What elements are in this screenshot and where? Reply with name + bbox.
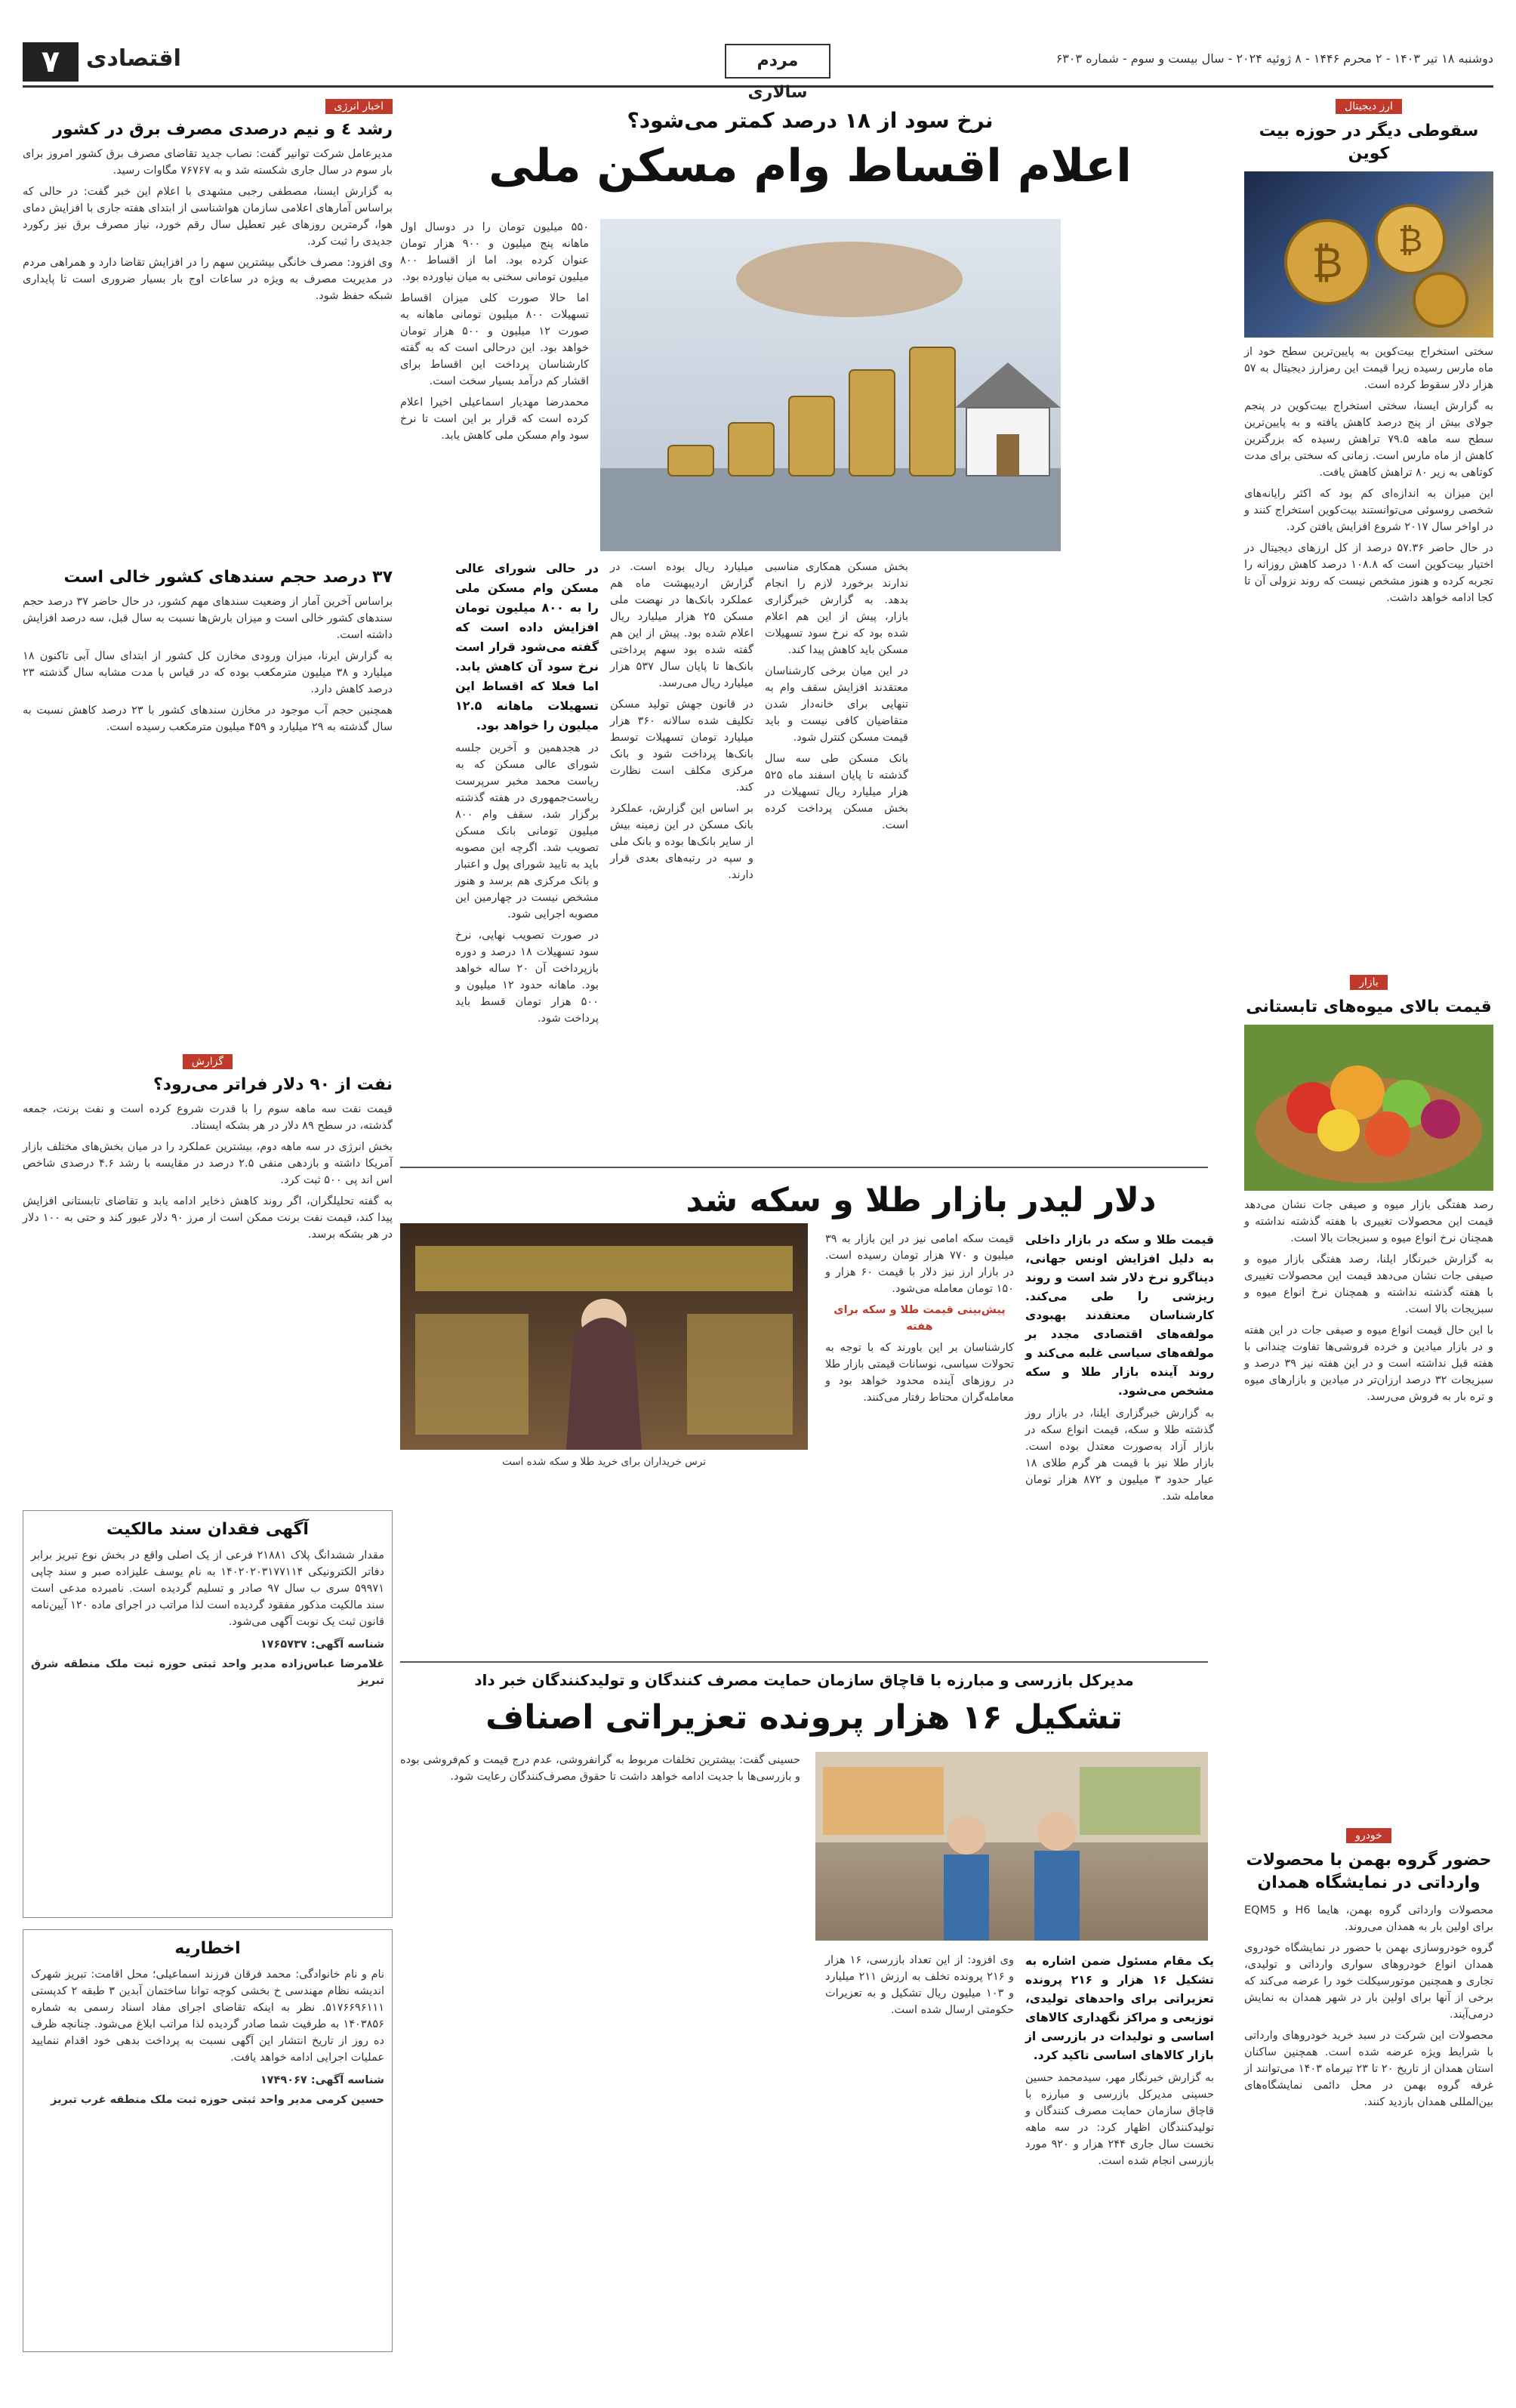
bitcoin-image [1244, 171, 1493, 338]
electricity-title: رشد ٤ و نیم درصدی مصرف برق در کشور [53, 120, 393, 139]
auto-tag: خودرو [1346, 1828, 1391, 1843]
dateline: دوشنبه ۱۸ تیر ۱۴۰۳ - ۲ محرم ۱۴۴۶ - ۸ ژوئیه ۲۰۲۴ - سال بیست و سوم - شماره ۶۳۰۳ [1055, 51, 1493, 66]
fruit-article [1244, 974, 1493, 1410]
housing-col3-p1: بخش مسکن همکاری مناسبی ندارند برخورد لازم را انجام بدهد. به گزارش خبرگزاری بازار، پیش از این هم اعلام شده بود که نرخ سود تسهیلات مسکن باید کاهش پیدا کند. [765, 561, 908, 656]
electricity-p1: مدیرعامل شرکت توانیر گفت: نصاب جدید تقاضای مصرف برق کشور امروز برای بار سوم در سال جاری شکسته شد و به ۷۶۷۶۷ مگاوات رسید. [23, 148, 393, 177]
crypto-body [1244, 344, 1493, 606]
bitcoin-coins-icon [1244, 171, 1493, 338]
oil-article [23, 1053, 393, 1247]
deed-notice-body: مقدار ششدانگ پلاک ۲۱۸۸۱ فرعی از یک اصلی واقع در بخش نوع تبریز برابر دفاتر الکترونیکی ۱۴۰۲۰۲۰۳۱۷۷۱۱۴ به نام یوسف علیزاده صبر و سند چاپی ۵۹۹۷۱ سری ب سال ۹۷ صادر و تسلیم گردیده است. نامبرده مدعی است سند مالکیت مذکور مفقود گردیده است لذا مراتب در اجرای ماده ۱۲۰ آیین‌نامه قانون ثبت یک نوبت آگهی می‌شود. [31, 1549, 384, 1628]
deed-notice-code: شناسه آگهی: ۱۷۶۵۷۳۷ [260, 1639, 384, 1651]
deed-notice-title: آگهی فقدان سند مالکیت [106, 1520, 309, 1539]
housing-column-4 [400, 219, 589, 449]
oil-p2: بخش انرژی در سه ماهه دوم، بیشترین عملکرد را در میان بخش‌های مختلف بازار آمریکا داشته و بازدهی منفی ۲.۵ درصد در مقایسه با رشد ۴.۶ درصدی شاخص اس اند پی ۵۰۰ ثبت کرد. [23, 1141, 393, 1186]
gold-p3: کارشناسان بر این باورند که با توجه به تحولات سیاسی، نوسانات قیمتی بازار طلا در روزهای آینده محدود خواهد بود و معامله‌گران محتاط رفتار می‌کنند. [825, 1342, 1014, 1404]
dams-p2: به گزارش ایرنا، میزان ورودی مخازن کل کشور از ابتدای سال آبی تاکنون ۱۸ میلیارد و ۳۸ میلیون مترمکعب بوده که در قیاس با مدت مشابه سال گذشته ۲۳ درصد کاهش دارد. [23, 650, 393, 695]
gold-title: دلار لیدر بازار طلا و سکه شد [686, 1181, 1157, 1219]
fruit-p1: رصد هفتگی بازار میوه و صیفی جات نشان می‌دهد قیمت این محصولات تغییری با هفته گذشته نداشته و همچنان نرخ انواع میوه و سبزیجات بالا است. [1244, 1199, 1493, 1244]
svg-text:₿: ₿ [1397, 221, 1423, 260]
housing-col2-p3: بر اساس این گزارش، عملکرد بانک مسکن در این زمینه بیش از سایر بانک‌ها بوده و بانک ملی و سپه در رتبه‌های بعدی قرار دارند. [610, 803, 753, 881]
inspectors-shop-icon [815, 1752, 1208, 1941]
housing-col3-p3: بانک مسکن طی سه سال گذشته تا پایان اسفند ماه ۵۲۵ هزار میلیارد ریال تسهیلات در بخش مسکن پرداخت کرده است. [765, 753, 908, 831]
gold-lead-column [1025, 1231, 1214, 1509]
dams-title: ۳۷ درصد حجم سندهای کشور خالی است [63, 568, 393, 587]
dams-p1: براساس آخرین آمار از وضعیت سندهای مهم کشور، در حال حاضر ۳۷ درصد حجم سندهای کشور خالی است و میزان بارش‌ها نسبت به سال قبل، سه درصد افزایش داشته است. [23, 596, 393, 641]
auto-p3: محصولات این شرکت در سبد خرید خودروهای وارداتی با شرایط ویژه عرضه شده است. همچنین ساکنان استان همدان از تاریخ ۲۰ تا ۲۳ تیرماه ۱۴۰۳ می‌توانند از غرفه گروه بهمن در محل دائمی نمایشگاه‌های بین‌المللی همدان بازدید کنند. [1244, 2030, 1493, 2108]
fruit-title: قیمت بالای میوه‌های تابستانی [1246, 997, 1492, 1016]
housing-article [406, 106, 1214, 196]
divider-inspection [400, 1661, 1208, 1663]
gold-subhead: پیش‌بینی قیمت طلا و سکه برای هفته [833, 1304, 1006, 1333]
housing-col3-p2: در این میان برخی کارشناسان معتقدند افزایش سقف وام به تنهایی برای خانه‌دار شدن متقاضیان کافی نیست و باید قیمت مسکن کنترل شود. [765, 665, 908, 744]
auto-p1: محصولات وارداتی گروه بهمن، هایما H6 و EQM5 برای اولین بار به همدان می‌روند. [1244, 1904, 1493, 1933]
inspection-p3: حسینی گفت: بیشترین تخلفات مربوط به گرانفروشی، عدم درج قیمت و کم‌فروشی بوده و بازرسی‌ها با جدیت ادامه خواهد داشت تا حقوق مصرف‌کنندگان رعایت شود. [400, 1754, 800, 1783]
deed-notice-signature: غلامرضا عباس‌زاده مدیر واحد ثبتی حوزه ثبت ملک منطقه شرق تبریز [31, 1658, 384, 1687]
auto-p2: گروه خودروسازی بهمن با حضور در نمایشگاه خودروی همدان انواع خودروهای سواری وارداتی و تولیدی، تجاری و همچنین موتورسیکلت خود را عرضه می‌کند که برخی از آنها برای اولین بار در شهر همدان به نمایش درمی‌آیند. [1244, 1942, 1493, 2021]
housing-column-2 [610, 559, 753, 888]
oil-title: نفت از ۹۰ دلار فراتر می‌رود؟ [153, 1075, 393, 1094]
dams-article [23, 566, 393, 740]
housing-col4-p3: محمدرضا مهدیار اسماعیلی اخیرا اعلام کرده است که قرار بر این است تا نرخ سود وام مسکن ملی کاهش یابد. [400, 396, 589, 442]
housing-image [600, 219, 1061, 551]
inspection-p2: وی افزود: از این تعداد بازرسی، ۱۶ هزار و ۲۱۶ پرونده تخلف به ارزش ۲۱۱ میلیارد و ۱۰۳ میلیون ریال تشکیل و به تعزیرات حکومتی ارسال شده است. [825, 1954, 1014, 2016]
inspection-column-2 [825, 1952, 1014, 2023]
summons-notice-body: نام و نام خانوادگی: محمد فرقان فرزند اسماعیلی؛ محل اقامت: تبریز شهرک اندیشه نظام مهندسی خ بخشی کوچه توانا ساختمان آبدین ۳ طبقه ۲ کدپستی ۵۱۷۶۶۹۶۱۱۱. نظر به اینکه تقاضای اجرای مفاد اسناد رسمی به شماره ۱۴۰۳۸۵۶ به طرفیت شما صادر گردیده لذا مراتب ابلاغ می‌شود. چنانچه ظرف ده روز از تاریخ انتشار این آگهی نسبت به پرداخت بدهی خود اقدام ننمایید عملیات اجرایی ادامه خواهد یافت. [31, 1969, 385, 2064]
divider-gold [400, 1167, 1208, 1168]
crypto-p2: به گزارش ایسنا، سختی استخراج بیت‌کوین در پنجم جولای بیش از پنج درصد کاهش یافته و به پایین‌ترین سطح سه ماهه ۷۹.۵ تراهش رسیده که بزرگترین کاهش از ماه مارس است. زمانی که سختی برای مدت کوتاهی به زیر ۸۰ تراهش کاهش یافت. [1244, 400, 1493, 479]
gold-column-2 [825, 1231, 1014, 1411]
inspection-lead: یک مقام مسئول ضمن اشاره به تشکیل ۱۶ هزار و ۲۱۶ پرونده تعزیراتی برای واحدهای تولیدی، توزیعی و مراکز نگهداری کالاهای اساسی و تولیدات در بازرسی از بازار کالاهای اساسی تاکید کرد. [1025, 1954, 1214, 2062]
housing-lead-column [455, 559, 599, 1031]
gold-shop-woman-icon [400, 1223, 808, 1450]
housing-col4-p2: اما حالا صورت کلی میزان اقساط تسهیلات ۸۰۰ میلیون تومانی ماهانه به صورت ۱۲ میلیون و ۵۰۰ هزار تومان خواهد بود. این درحالی است که به گفته کارشناسان پرداخت این اقساط برای اقشار کم درآمد بسیار سخت است. [400, 292, 589, 387]
gold-p1: به گزارش خبرگزاری ایلنا، در بازار روز گذشته طلا و سکه، قیمت انواع سکه در بازار آزاد به‌صورت معتدل بوده است. بازار طلا نیز با قیمت هر گرم طلای ۱۸ عیار حدود ۳ میلیون و ۸۷۲ هزار تومان معامله شد. [1025, 1407, 1214, 1503]
auto-title: حضور گروه بهمن با محصولات وارداتی در نمایشگاه همدان [1246, 1851, 1492, 1892]
oil-tag: گزارش [183, 1054, 233, 1069]
fruit-tag: بازار [1350, 975, 1388, 990]
oil-p1: قیمت نفت سه ماهه سوم را با قدرت شروع کرده است و نفت برنت، جمعه گذشته، در سطح ۸۹ دلار در هر بشکه ایستاد. [23, 1103, 393, 1132]
auto-article [1244, 1827, 1493, 2115]
inspection-p1: به گزارش خبرنگار مهر، سیدمحمد حسین حسینی مدیرکل بازرسی و مبارزه با قاچاق سازمان حمایت مصرف کنندگان و تولیدکنندگان اظهار کرد: در سه ماهه نخست سال جاری ۲۴۴ هزار و ۹۲۰ مورد بازرسی انجام شده است. [1025, 2072, 1215, 2167]
housing-kicker: نرخ سود از ۱۸ درصد کمتر می‌شود؟ [627, 108, 994, 133]
inspection-title: تشکیل ۱۶ هزار پرونده تعزیراتی اصناف [485, 1698, 1123, 1737]
auto-body [1244, 1902, 1493, 2110]
inspection-lead-column [1025, 1952, 1214, 2174]
crypto-tag: ارز دیجیتال [1336, 99, 1402, 114]
housing-col4-p1: ۵۵۰ میلیون تومان را در دوسال اول ماهانه پنج میلیون و ۹۰۰ هزار تومان عنوان کرده بود. اما از اقساط ۸۰۰ میلیون تومانی سخنی به میان نیاورده بود. [400, 221, 589, 283]
housing-col1-p1: در هجدهمین و آخرین جلسه شورای عالی مسکن که به ریاست محمد مخبر سرپرست ریاست‌جمهوری در هفته گذشته برگزار شد، سقف وام ۸۰۰ میلیون تومانی بانک مسکن تصویب شد. اگرچه این مصوبه باید به تایید شورای پول و اعتبار و بانک مرکزی هم برسد و هنوز مشخص نیست در چهارمین این مصوبه اجرایی شود. [455, 742, 599, 920]
dams-body [23, 594, 393, 735]
housing-title: اعلام اقساط وام مسکن ملی [488, 140, 1132, 193]
oil-p3: به گفته تحلیلگران، اگر روند کاهش ذخایر ادامه یابد و تقاضای تابستانی افزایش پیدا کند، قیمت نفت برنت ممکن است از مرز ۹۰ دلار عبور کند و حتی به ۱۰۰ دلار در هر بشکه برسد. [23, 1195, 393, 1241]
summons-notice-signature: حسین کرمی مدیر واحد ثبتی حوزه ثبت ملک منطقه غرب تبریز [51, 2094, 384, 2106]
fruit-p2: به گزارش خبرنگار ایلنا، رصد هفتگی بازار میوه و صیفی جات نشان می‌دهد قیمت این محصولات تغییری با هفته گذشته نداشته و همچنان نرخ انواع میوه و سبزیجات بالا است. [1244, 1253, 1493, 1315]
housing-col2-p2: در قانون جهش تولید مسکن تکلیف شده سالانه ۳۶۰ هزار میلیارد تومان تسهیلات توسط بانک‌ها پرداخت شود و بانک مرکزی مکلف است نظارت کند. [610, 698, 753, 794]
deed-notice-box [23, 1510, 393, 1918]
electricity-article [23, 98, 393, 309]
svg-text:₿: ₿ [1311, 239, 1343, 288]
crypto-article [1244, 98, 1493, 611]
page-number: ۷ [23, 42, 79, 82]
electricity-p2: به گزارش ایسنا، مصطفی رجبی مشهدی با اعلام این خبر گفت: در حالی که براساس آمارهای اعلامی سازمان هواشناسی از ابتدای هفته جاری با افزایش دمای هوا، گرمترین روزهای غیر تعطیل سال رقم خورد، نیاز مصرف برق نیز رکورد جدیدی را ثبت کرد. [23, 186, 393, 248]
masthead [23, 38, 1493, 102]
dams-p3: همچنین حجم آب موجود در مخازن سندهای کشور با ۲۳ درصد کاهش نسبت به سال گذشته به ۲۹ میلیارد و ۴۵۹ میلیون مترمکعب رسیده است. [23, 705, 393, 733]
fruit-body [1244, 1197, 1493, 1405]
gold-p2: قیمت سکه امامی نیز در این بازار به ۳۹ میلیون و ۷۷۰ هزار تومان رسیده است. در بازار ارز نیز دلار با قیمت ۶۰ هزار و ۱۵۰ تومان معامله می‌شود. [825, 1233, 1015, 1295]
section-name: اقتصادی [86, 45, 181, 72]
crypto-p3: این میزان به اندازه‌ای کم بود که اکثر رایانه‌های شخصی روسوئی می‌توانستند بیت‌کوین استخراج کنند و در اواخر سال ۲۰۱۷ شروع افزایش یافتن کرد. [1244, 488, 1493, 533]
newspaper-logo: مردم سالاری [725, 44, 830, 79]
electricity-body [23, 146, 393, 304]
fruit-bowl-icon [1244, 1025, 1493, 1191]
electricity-p3: وی افزود: مصرف خانگی بیشترین سهم را در افزایش تقاضا دارد و همراهی مردم در مدیریت مصرف به ویژه در ساعات اوج بار بسیار ضروری است تا پایداری شبکه حفظ شود. [23, 257, 393, 302]
electricity-tag: اخبار انرژی [325, 99, 393, 114]
gold-lead: قیمت طلا و سکه در بازار داخلی به دلیل افزایش اونس جهانی، دیناگرو نرخ دلار شد است و روند ریزشی را طی می‌کند. کارشناسان معتقدند بهبودی مولفه‌های اقتصادی مجدد بر مولفه‌های سیاسی غلبه می‌کند و روند آینده بازار طلا و سکه مشخص می‌شود. [1025, 1233, 1214, 1398]
inspection-kicker: مدیرکل بازرسی و مبارزه با قاچاق سازمان حمایت مصرف کنندگان و تولیدکنندگان خبر داد [474, 1671, 1134, 1689]
crypto-title: سقوطی دیگر در حوزه بیت کوین [1259, 122, 1479, 163]
inspection-column-3 [400, 1752, 800, 1790]
fruit-image [1244, 1025, 1493, 1191]
fruit-p3: با این حال قیمت انواع میوه و صیفی جات در این هفته و در بازار میادین و خرده فروشی‌ها تفاوت چندانی با هفته قبل نداشته است و در این هفته نیز ۳۹ درصد و سبزیجات ۳۲ درصد ارزان‌تر در میادین و بازارهای میوه و تره بار به فروش می‌رسد. [1244, 1324, 1493, 1403]
housing-lead: در حالی شورای عالی مسکن وام مسکن ملی را به ۸۰۰ میلیون تومان افزایش داده است که گفته می‌شود قرار است نرخ سود آن کاهش یابد. اما فعلا که اقساط این تسهیلات ماهانه ۱۲.۵ میلیون را خواهد بود. [455, 561, 599, 732]
housing-col1-p2: در صورت تصویب نهایی، نرخ سود تسهیلات ۱۸ درصد و دوره بازپرداخت آن ۲۰ ساله خواهد بود. ماهانه حدود ۱۲ میلیون و ۵۰۰ هزار تومان قسط باید پرداخت شود. [455, 930, 599, 1025]
summons-notice-code: شناسه آگهی: ۱۷۴۹۰۶۷ [260, 2074, 384, 2086]
housing-column-3 [765, 559, 908, 838]
summons-notice-box [23, 1929, 393, 2352]
inspection-image [815, 1752, 1208, 1941]
crypto-p1: سختی استخراج بیت‌کوین به پایین‌ترین سطح خود از ماه مارس رسیده زیرا قیمت این رمزارز دیجیتال به ۵۷ هزار دلار سقوط کرده است. [1244, 346, 1493, 391]
coin-stacks-house-icon [600, 219, 1061, 551]
oil-body [23, 1101, 393, 1243]
summons-notice-title: اخطاریه [174, 1939, 241, 1958]
housing-col2-p1: میلیارد ریال بوده است. در گزارش اردیبهشت ماه هم عملکرد بانک‌ها در نهضت ملی مسکن ۲۵ هزار میلیارد ریال اعلام شده بود. پیش از این هم گفته شده بود سهم پرداختی بانک‌ها تا پایان سال ۵۳۷ هزار میلیارد ریال می‌رسد. [610, 561, 753, 689]
gold-market-image [400, 1223, 808, 1450]
gold-caption: ترس خریداران برای خرید طلا و سکه شده است [502, 1456, 706, 1468]
crypto-p4: در حال حاضر ۵۷.۳۶ درصد از کل ارزهای دیجیتال در اختیار بیت‌کوین است که ۱۰۸.۸ درصد کاهش روزانه را تجربه کرده و هنوز مشخص نیست که روند نزولی آن تا کجا ادامه خواهد داشت. [1244, 542, 1493, 604]
